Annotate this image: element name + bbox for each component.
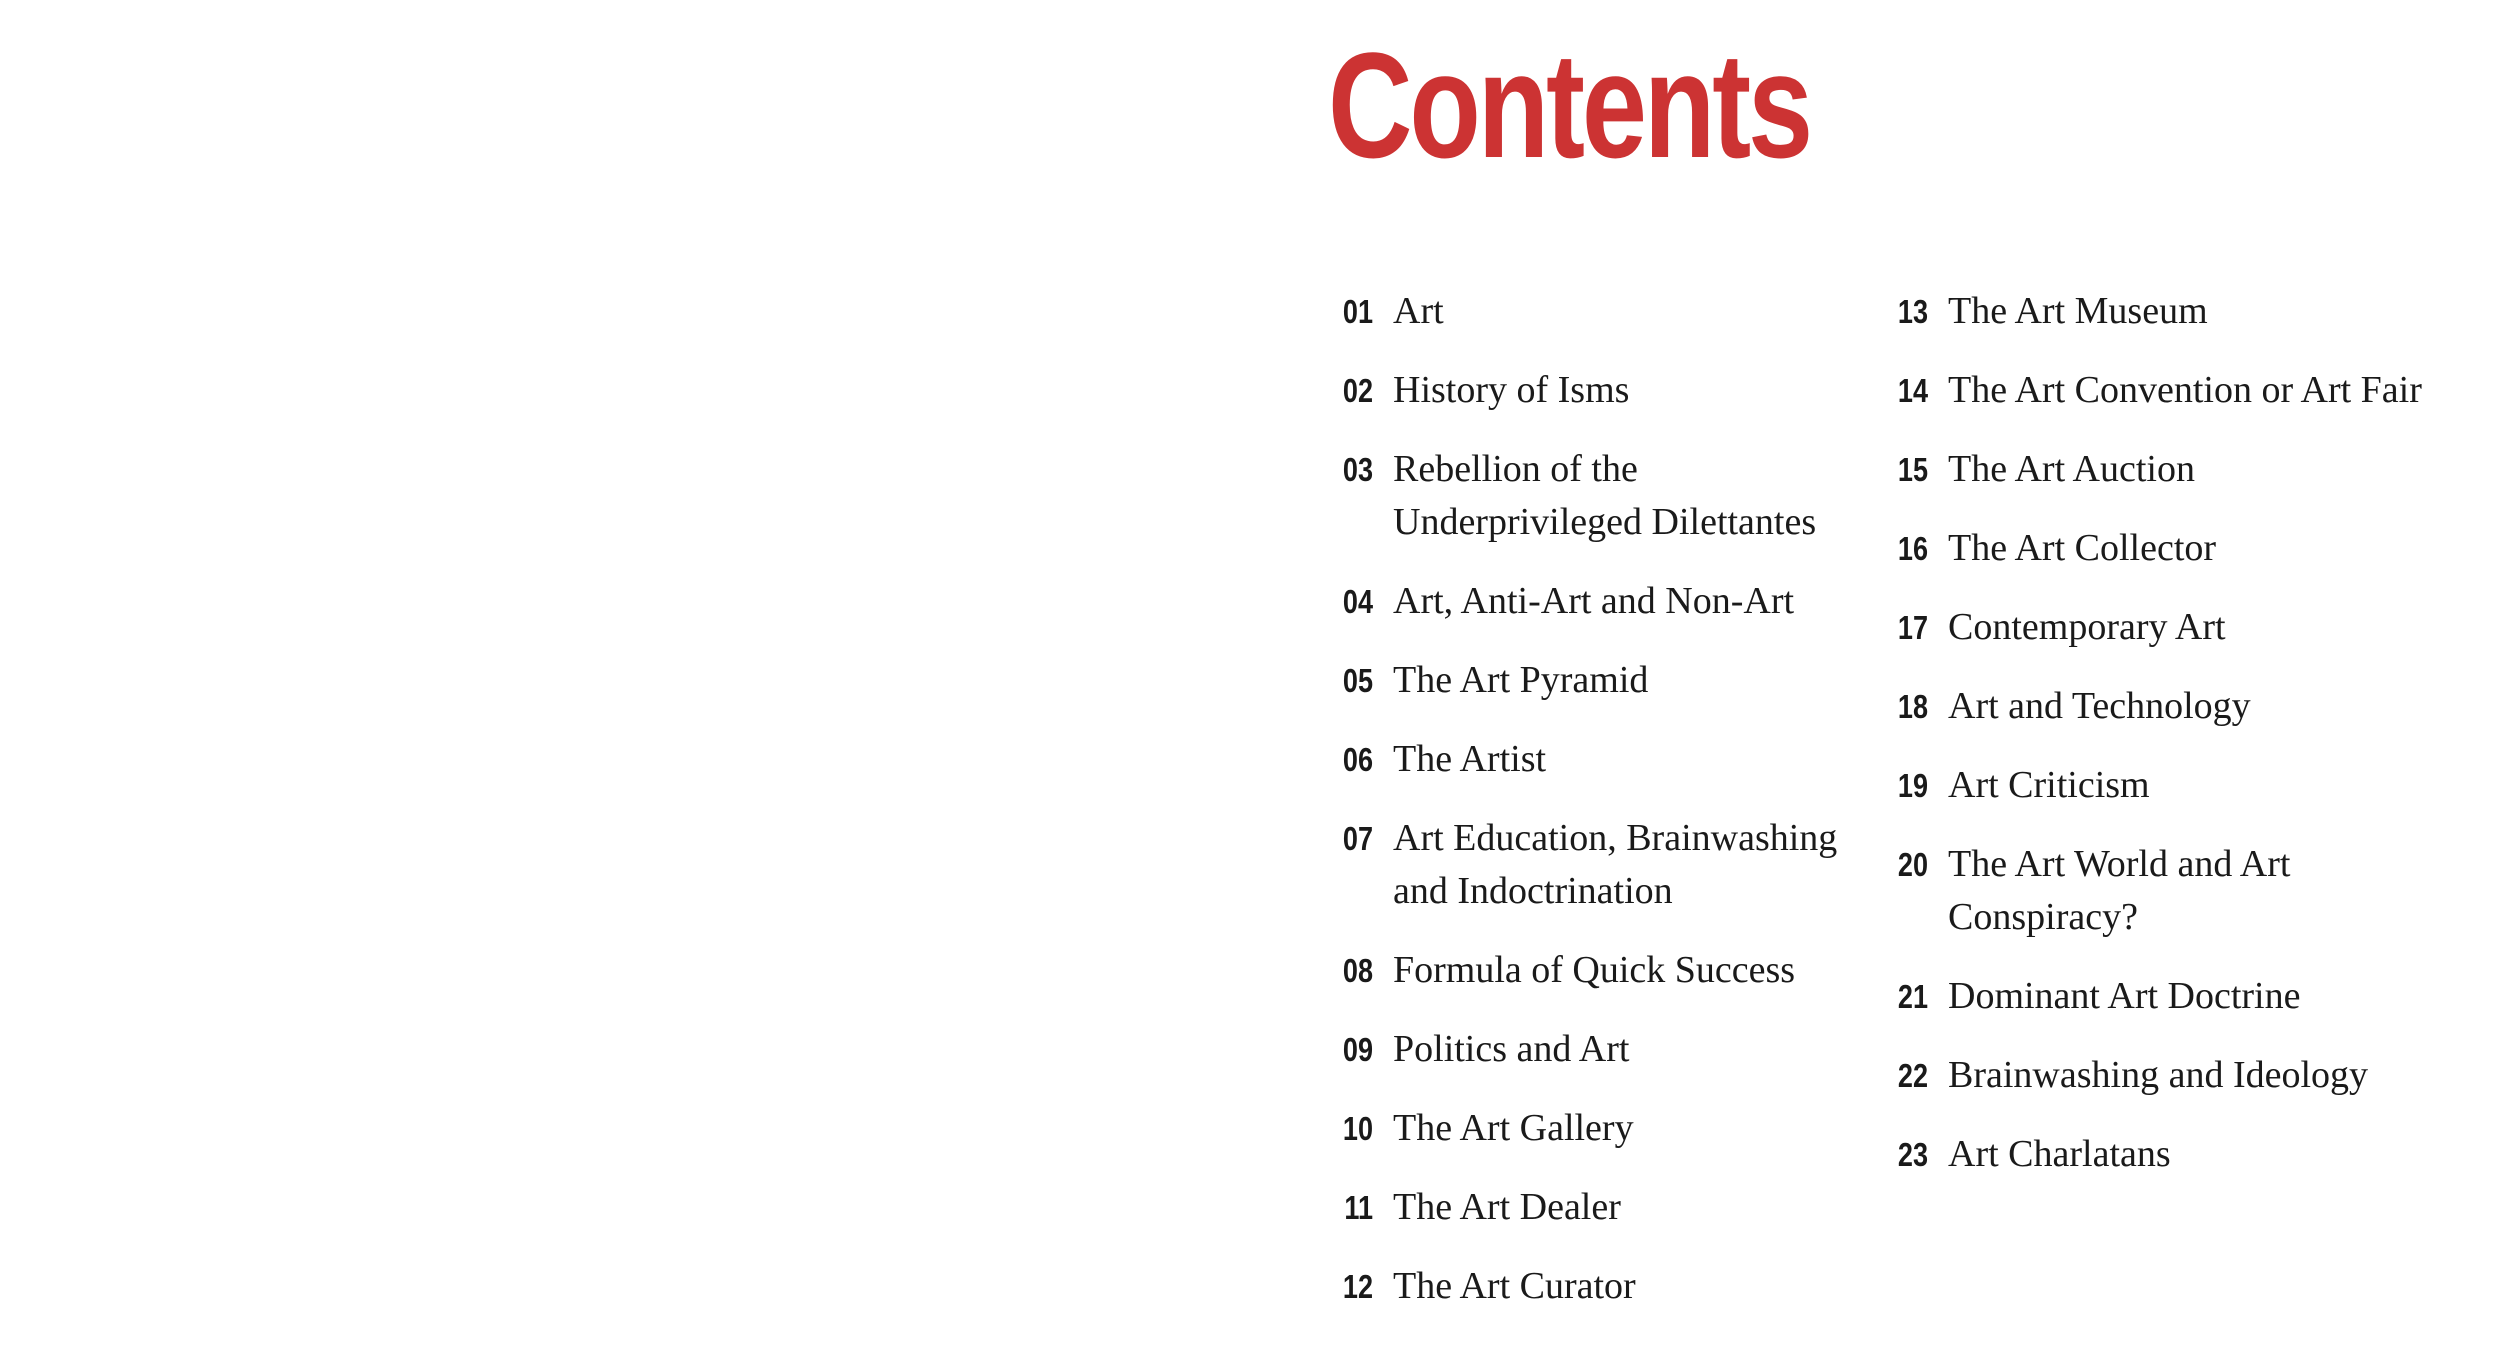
toc-entry[interactable]	[1890, 680, 2445, 733]
toc-entry-number: 02	[1342, 372, 1373, 409]
toc-entry-number: 04	[1342, 583, 1373, 620]
toc-entry[interactable]	[1335, 654, 1880, 707]
toc-entry-title: Contemporary Art	[1948, 606, 2226, 648]
toc-entry-title: The Artist	[1393, 738, 1547, 780]
toc-entry[interactable]	[1335, 1260, 1880, 1313]
toc-entry-number: 03	[1342, 451, 1373, 488]
toc-entry-number: 06	[1342, 741, 1373, 778]
toc-entry-number: 14	[1897, 372, 1928, 409]
toc-entry-number: 09	[1342, 1031, 1373, 1068]
toc-entry-number: 15	[1897, 451, 1928, 488]
toc-column-left	[1335, 285, 1880, 1339]
toc-entry-title: Rebellion of the Underprivileged Dilettantes	[1393, 448, 1817, 543]
toc-entry[interactable]	[1335, 1181, 1880, 1234]
toc-entry-title: The Art Dealer	[1393, 1186, 1621, 1228]
toc-entry-number: 18	[1897, 688, 1928, 725]
toc-entry-title: The Art Convention or Art Fair	[1948, 369, 2422, 411]
toc-entry-number: 05	[1342, 662, 1373, 699]
toc-entry[interactable]	[1335, 944, 1880, 997]
toc-entry[interactable]	[1890, 759, 2445, 812]
toc-entry-title: Art and Technology	[1948, 685, 2251, 727]
toc-entry[interactable]	[1335, 285, 1880, 338]
toc-entry-title: Art Charlatans	[1948, 1133, 2171, 1175]
toc-entry-number: 08	[1342, 952, 1373, 989]
toc-entry-title: Politics and Art	[1393, 1028, 1630, 1070]
toc-entry[interactable]	[1890, 1049, 2445, 1102]
toc-entry-title: Art Criticism	[1948, 764, 2150, 806]
toc-entry[interactable]	[1335, 1102, 1880, 1155]
toc-entry-number: 12	[1342, 1268, 1373, 1305]
toc-entry-title: Dominant Art Doctrine	[1948, 975, 2301, 1017]
toc-entry[interactable]	[1335, 575, 1880, 628]
toc-entry[interactable]	[1890, 1128, 2445, 1181]
toc-entry[interactable]	[1335, 733, 1880, 786]
toc-entry-number: 23	[1897, 1136, 1928, 1173]
toc-entry-number: 11	[1344, 1189, 1373, 1226]
toc-entry-number: 22	[1897, 1057, 1928, 1094]
toc-entry-title: The Art Museum	[1948, 290, 2208, 332]
toc-entry-number: 17	[1897, 609, 1928, 646]
toc-entry-title: Art	[1393, 290, 1444, 332]
toc-entry[interactable]	[1335, 1023, 1880, 1076]
toc-entry-number: 19	[1897, 767, 1928, 804]
toc-entry-title: Brainwashing and Ideology	[1948, 1054, 2369, 1096]
toc-entry[interactable]	[1335, 812, 1880, 918]
toc-column-right	[1890, 285, 2445, 1207]
toc-entry[interactable]	[1890, 285, 2445, 338]
toc-entry[interactable]	[1890, 601, 2445, 654]
page-title: Contents	[1328, 21, 1811, 189]
toc-entry-title: The Art World and Art Conspiracy?	[1948, 843, 2291, 938]
toc-entry-title: Art Education, Brainwashing and Indoctrination	[1393, 817, 1838, 912]
toc-entry[interactable]	[1335, 443, 1880, 549]
toc-entry-title: The Art Curator	[1393, 1265, 1636, 1307]
toc-entry-number: 16	[1897, 530, 1928, 567]
toc-entry[interactable]	[1890, 364, 2445, 417]
toc-entry-title: The Art Collector	[1948, 527, 2217, 569]
toc-entry-number: 20	[1897, 846, 1928, 883]
toc-entry-number: 21	[1897, 978, 1928, 1015]
toc-entry-number: 13	[1897, 293, 1928, 330]
toc-entry-title: The Art Pyramid	[1393, 659, 1649, 701]
toc-entry-number: 01	[1342, 293, 1373, 330]
toc-entry[interactable]	[1890, 443, 2445, 496]
toc-entry-number: 10	[1342, 1110, 1373, 1147]
toc-entry-title: History of Isms	[1393, 369, 1630, 411]
toc-entry-title: The Art Auction	[1948, 448, 2195, 490]
toc-entry[interactable]	[1890, 522, 2445, 575]
toc-entry[interactable]	[1890, 970, 2445, 1023]
toc-entry-title: Formula of Quick Success	[1393, 949, 1796, 991]
toc-entry-number: 07	[1342, 820, 1373, 857]
toc-entry[interactable]	[1890, 838, 2445, 944]
toc-entry[interactable]	[1335, 364, 1880, 417]
toc-entry-title: The Art Gallery	[1393, 1107, 1634, 1149]
toc-entry-title: Art, Anti-Art and Non-Art	[1393, 580, 1795, 622]
